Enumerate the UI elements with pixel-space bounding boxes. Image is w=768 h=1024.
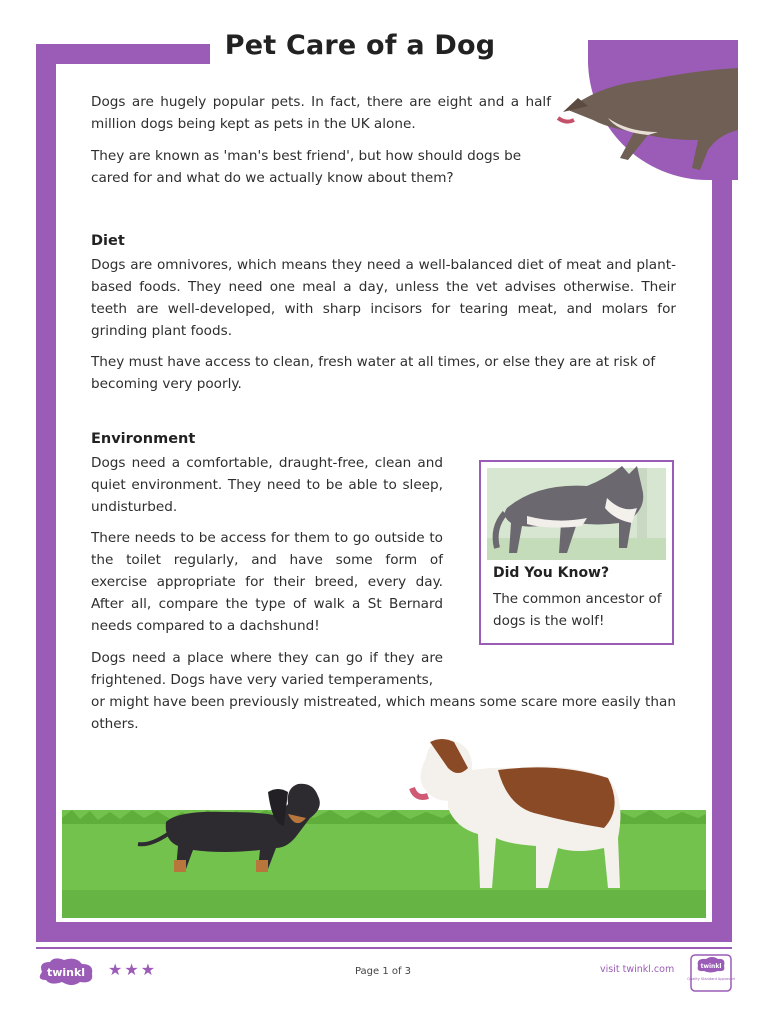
badge-logo-text: twinkl	[700, 963, 722, 970]
logo-text: twinkl	[46, 966, 86, 979]
intro-paragraph-1: Dogs are hugely popular pets. In fact, there are eight and a half million dogs being kept as pets in the UK alone.	[91, 94, 551, 132]
page-number: Page 1 of 3	[354, 966, 412, 977]
wolf-photo	[487, 468, 666, 560]
wolf-icon	[487, 468, 666, 560]
st-bernard-icon	[408, 738, 633, 900]
dachshund-icon	[138, 774, 328, 884]
did-you-know-box	[479, 460, 674, 645]
environment-heading: Environment	[91, 431, 196, 447]
corner-illustration	[588, 40, 738, 180]
environment-paragraph-3b: or might have been previously mistreated, which means some scare more easily than others.	[91, 694, 676, 732]
intro-paragraph-2: They are known as 'man's best friend', but how should dogs be cared for and what do we actually know about them?	[91, 148, 522, 186]
twinkl-logo[interactable]	[36, 956, 96, 986]
did-you-know-title: Did You Know?	[493, 565, 610, 581]
footer-divider	[36, 947, 732, 949]
visit-link[interactable]: visit twinkl.com	[600, 964, 675, 975]
diet-paragraph-1: Dogs are omnivores, which means they need a well-balanced diet of meat and plant-based foods. They need one meal a day, unless the vet advises otherwise. Their teeth are well-developed, with sharp incisors for tearing meat, and molars for grinding plant foods.	[91, 257, 676, 339]
diet-paragraph-2: They must have access to clean, fresh water at all times, or else they are at risk of becoming very poorly.	[91, 354, 656, 392]
wolf-illustration-icon	[588, 40, 738, 180]
diet-heading: Diet	[91, 233, 125, 249]
quality-badge-icon	[687, 954, 735, 992]
page-title: Pet Care of a Dog	[224, 30, 496, 61]
did-you-know-text: The common ancestor of dogs is the wolf!	[493, 591, 662, 629]
environment-paragraph-2: There needs to be access for them to go outside to the toilet regularly, and have some form of exercise appropriate for their breed, every day. After all, compare the type of walk a St Bernard needs compared to a dachshund!	[91, 530, 443, 634]
rating-stars: ★★★	[108, 960, 158, 979]
badge-text: Quality Standard Approved	[687, 977, 735, 981]
environment-paragraph-3a: Dogs need a place where they can go if they are frightened. Dogs have very varied temperaments,	[91, 650, 443, 688]
environment-paragraph-1: Dogs need a comfortable, draught-free, clean and quiet environment. They need to be able to sleep, undisturbed.	[91, 455, 443, 515]
